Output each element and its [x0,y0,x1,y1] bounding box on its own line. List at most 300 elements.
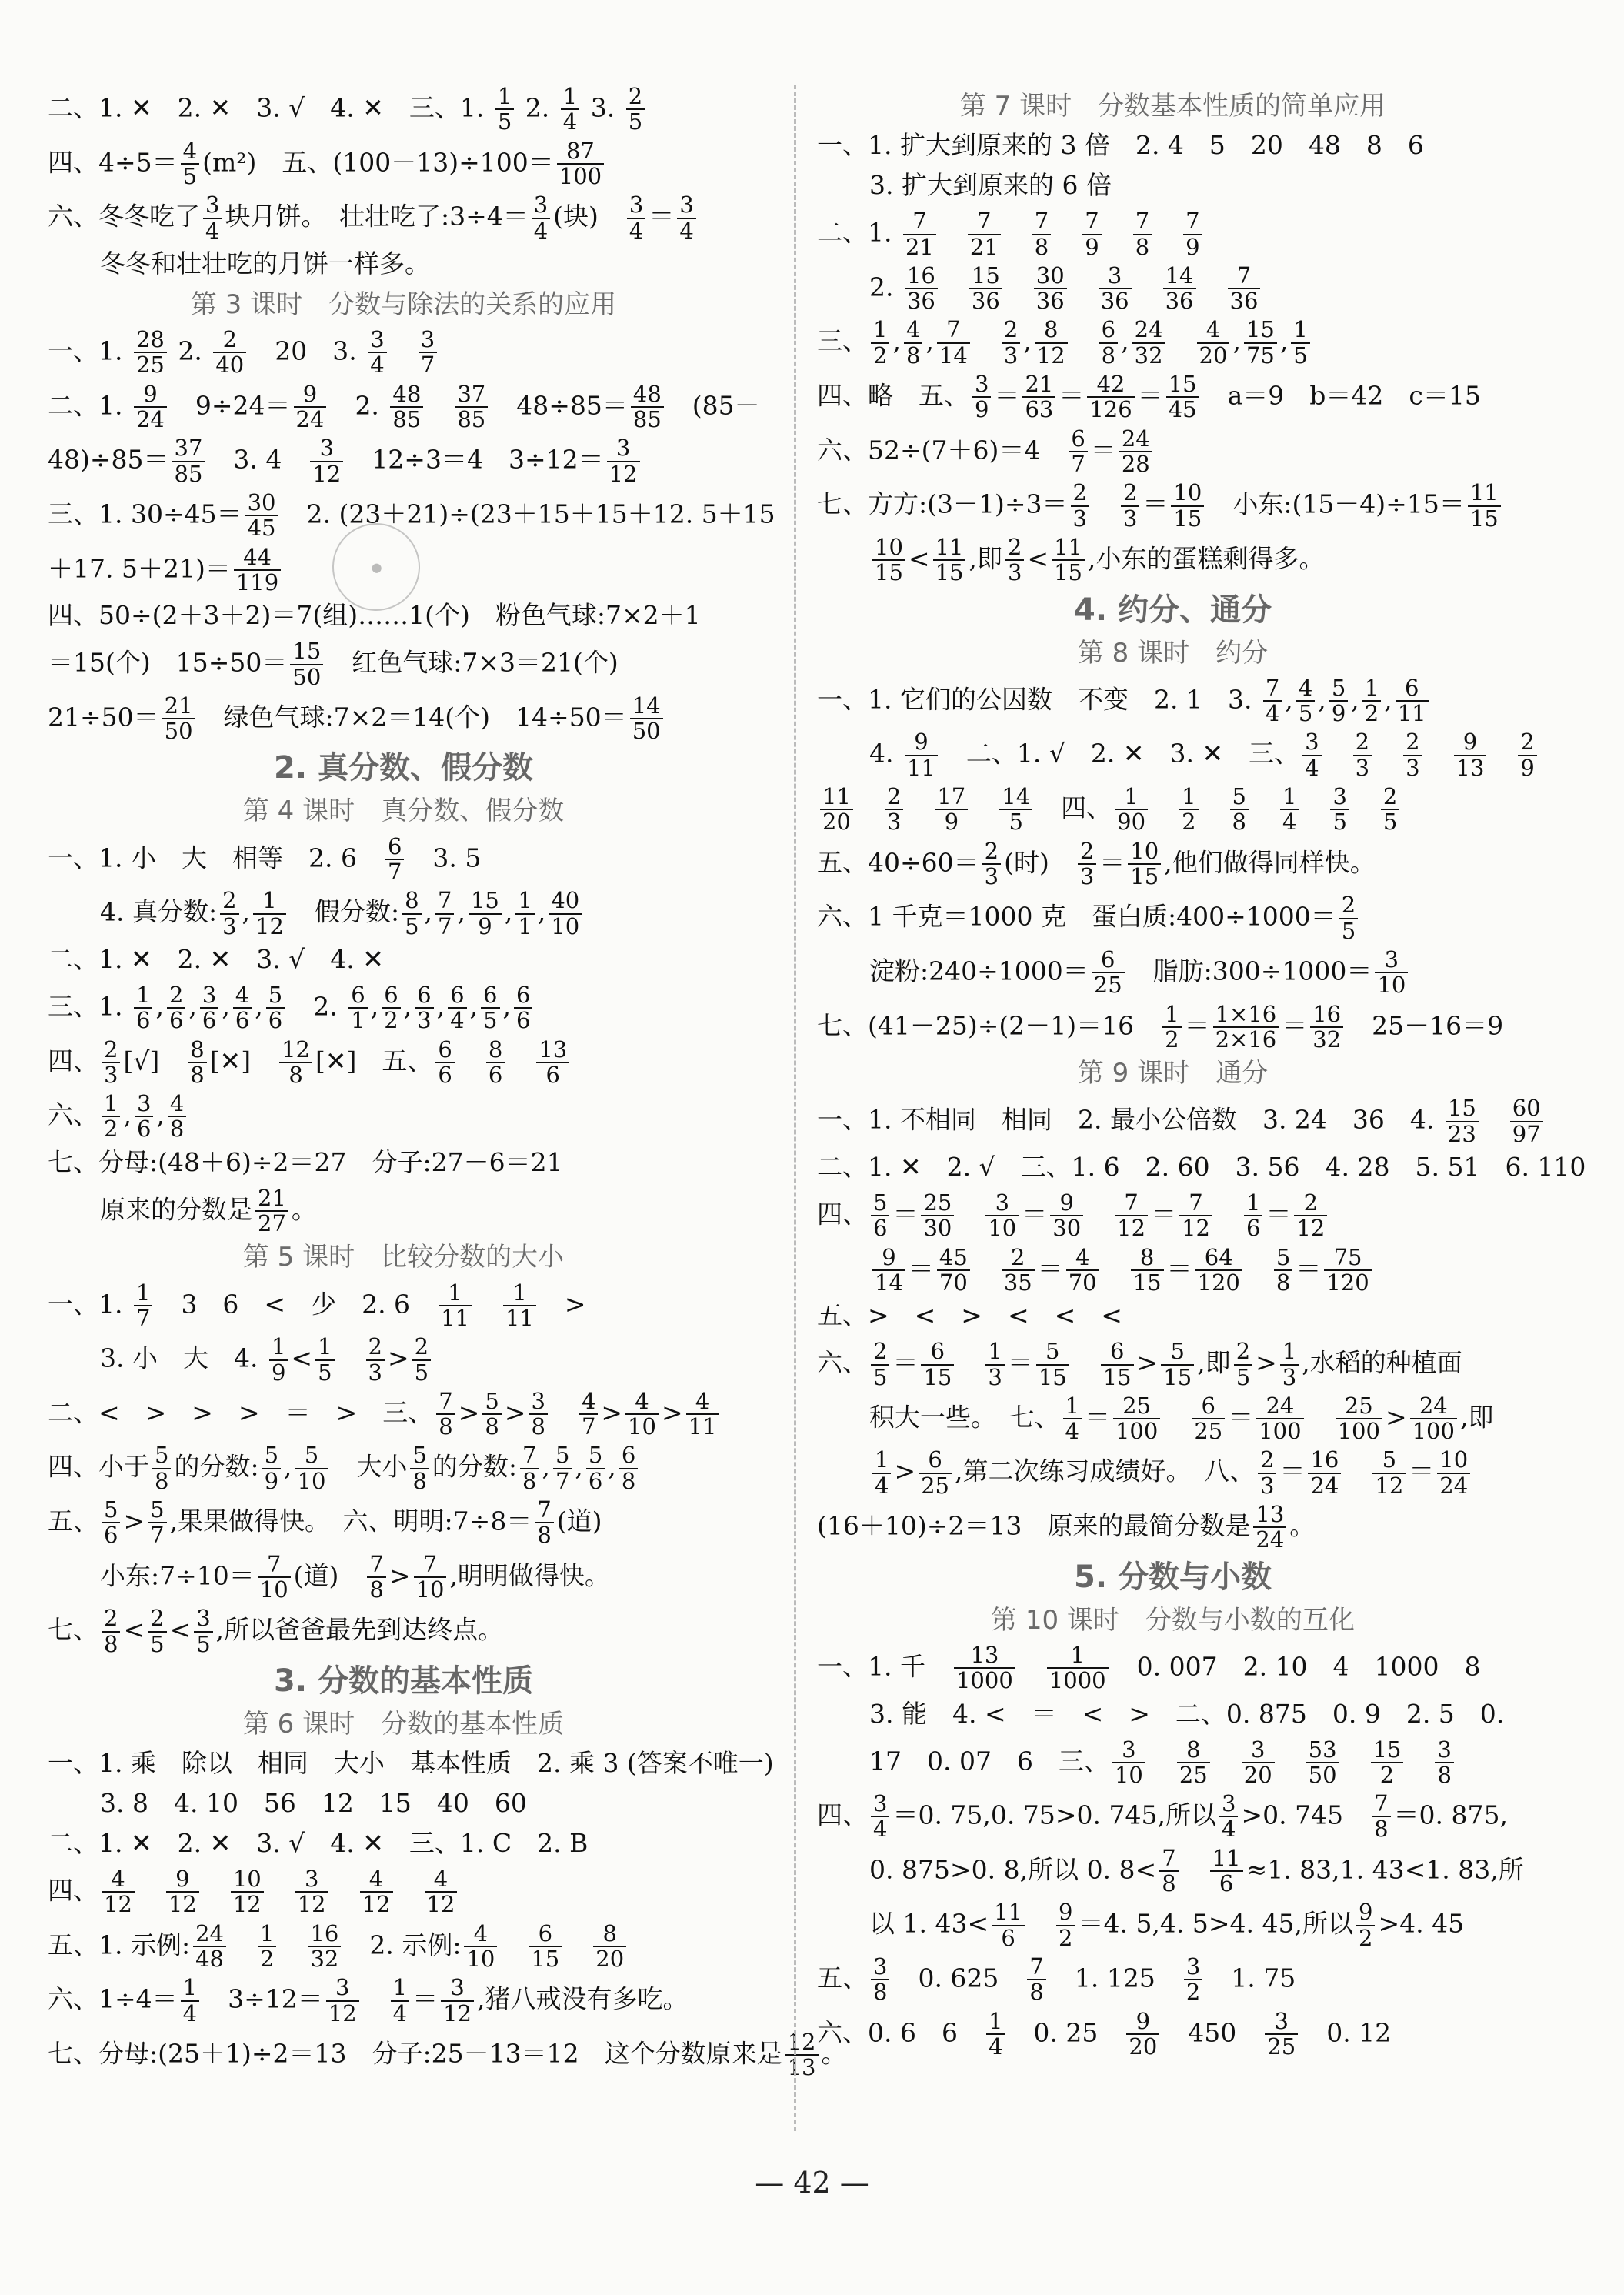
answer-text: 20 3. [249,335,365,366]
denominator: 6 [104,1522,118,1549]
denominator: 5 [1293,342,1308,369]
denominator: 36 [1035,288,1065,315]
numerator: 2 [1002,1246,1035,1271]
fraction [905,264,938,314]
answer-text: ＝ [1037,1253,1063,1283]
answer-text: 3. 小 大 4. [100,1343,266,1373]
fraction [1263,676,1282,726]
answer-text [1342,1746,1368,1776]
numerator: 7 [367,1553,385,1578]
answer-text: 48÷85＝ [491,390,628,420]
answer-text: 3÷12＝ [202,1983,323,2014]
answer-line [817,839,1529,889]
denominator: 75 [1246,342,1275,369]
denominator: 9 [1520,754,1535,781]
answer-text: , [155,991,164,1022]
fraction [1183,209,1202,259]
answer-text: 七、 [48,1614,98,1645]
fraction [1115,785,1148,835]
numerator: 7 [436,1389,455,1415]
denominator: 36 [1229,288,1259,315]
numerator: 1 [561,85,579,110]
unit-heading: 3. 分数的基本性质 [274,1663,533,1699]
answer-text: ＝ [1059,380,1085,411]
answer-text: 的分数: [432,1451,518,1482]
numerator: 10 [872,535,905,561]
answer-text: 的分数: [174,1451,259,1482]
column-divider [794,85,796,2131]
numerator: 4 [360,1867,393,1893]
answer-text: 3. 能 4. < ＝ < > 二、0. 875 0. 9 2. 5 0. [869,1698,1505,1729]
answer-text: (85－ [666,390,760,420]
fraction [391,1976,409,2026]
fraction [1396,676,1429,726]
answer-text: ,明明做得快。 [449,1560,610,1590]
answer-line [48,694,759,744]
numerator: 4 [1197,318,1230,343]
denominator: 12 [1375,1472,1404,1499]
numerator: 4 [904,318,922,343]
numerator: 7 [1183,209,1202,235]
answer-text: 4. [869,738,902,769]
fraction [619,1443,638,1493]
fraction [686,1389,719,1439]
answer-text: 。 [1289,1510,1316,1541]
denominator: 5 [497,108,512,135]
answer-text [1149,1746,1174,1776]
answer-text: 一、1. [48,335,131,366]
numerator: 3 [972,372,991,398]
numerator: 7 [414,1553,447,1578]
left-column [48,83,847,2085]
denominator: 10 [1114,1761,1143,1788]
answer-text: 四、略 五、 [817,380,969,411]
answer-text: 21÷50＝ [48,702,159,732]
denominator: 8 [439,1413,453,1440]
answer-line [817,1955,1529,2005]
numerator: 24 [1119,427,1152,452]
denominator: 15 [1469,505,1499,532]
numerator: 7 [1159,1846,1178,1872]
fraction [1372,1792,1390,1842]
denominator: 15 [1054,559,1082,586]
answer-text: 七、分母:(25＋1)÷2＝13 分子:25－13＝12 这个分数原来是 [48,2038,782,2069]
numerator: 6 [1396,676,1429,702]
answer-text: 四、 [817,1800,868,1830]
denominator: 2 [1379,1761,1395,1788]
unit-heading: 2. 真分数、假分数 [274,750,533,786]
answer-text: 六、 [48,1099,98,1130]
denominator: 4 [533,217,549,244]
fraction [1274,1243,1292,1296]
numerator: 6 [348,983,367,1009]
fraction [921,1191,954,1241]
numerator: 2 [1234,1339,1252,1365]
fraction [1133,209,1152,259]
answer-text: , [1232,325,1241,356]
answer-text: ＝ [412,1983,439,2014]
answer-text: 三、1. [48,991,131,1022]
numerator: 6 [435,1038,454,1063]
answer-text: ＝0. 875, [1393,1800,1508,1830]
answer-line [48,1550,759,1603]
denominator: 6 [873,1215,888,1242]
numerator: 15 [469,889,502,914]
numerator: 53 [1306,1738,1339,1763]
denominator: 6 [135,1007,151,1034]
denominator: 8 [621,1467,636,1494]
answer-text: ＋17. 5＋21)＝ [48,552,231,583]
denominator: 4 [873,1816,888,1843]
numerator: 9 [1454,730,1487,756]
denominator: 13 [787,2054,816,2081]
denominator: 6 [588,1467,603,1494]
denominator: 12 [362,1891,391,1918]
denominator: 3 [1122,505,1138,532]
answer-line [817,1448,1529,1498]
denominator: 20 [1129,2033,1158,2060]
answer-text [1102,1253,1128,1283]
lesson-heading: 第 7 课时 分数基本性质的简单应用 [959,91,1386,122]
unit-heading: 4. 约分、通分 [1074,592,1272,628]
answer-text: 六、1÷4＝ [48,1983,178,2014]
fraction [425,1867,458,1917]
answer-line [48,639,759,689]
denominator: 36 [971,288,1000,315]
numerator: 40 [549,889,582,914]
denominator: 8 [1034,233,1049,260]
denominator: 2 [1359,1924,1373,1951]
denominator: 8 [531,1413,545,1440]
numerator: 17 [935,785,968,810]
answer-text: 2. [288,991,346,1022]
numerator: 12 [785,2030,819,2056]
answer-text: (m²) 五、(100－13)÷100＝ [202,146,554,177]
numerator: 3 [200,983,218,1009]
lesson-heading: 第 10 课时 分数与小数的互化 [991,1604,1355,1636]
numerator: 7 [903,209,936,235]
answer-text: 脂肪:300÷1000＝ [1127,956,1372,986]
fraction [1131,1243,1164,1296]
denominator: 9 [1185,233,1200,260]
denominator: 4 [1282,809,1297,836]
answer-text: 0. 25 [1008,2016,1124,2047]
numerator: 60 [1510,1096,1543,1122]
denominator: 8 [190,1061,205,1088]
fraction [1381,785,1399,835]
answer-text: , [925,325,934,356]
denominator: 2 [1059,1924,1073,1951]
denominator: 11 [441,1304,469,1331]
answer-line [48,1443,759,1493]
answer-line [48,1498,759,1548]
denominator: 6 [545,1061,560,1088]
denominator: 2 [1185,1979,1201,2006]
answer-text [1005,272,1031,302]
answer-text: > [1256,1347,1277,1378]
fraction [435,889,454,939]
answer-text [906,792,932,822]
numerator: 24 [193,1922,226,1947]
numerator: 7 [937,318,970,343]
numerator: 9 [1126,2010,1159,2035]
denominator: 100 [1115,1418,1159,1445]
numerator: 1 [872,1448,891,1473]
denominator: 120 [1326,1269,1369,1296]
lesson-heading: 第 8 课时 约分 [1077,637,1269,669]
numerator: 2 [871,1339,889,1365]
answer-line [817,893,1529,943]
denominator: 9 [478,912,492,939]
answer-text: , [469,991,479,1022]
numerator: 6 [514,983,532,1009]
answer-line [817,2007,1529,2060]
denominator: 14 [939,342,968,369]
answer-text: < [291,1343,313,1373]
fraction [1356,1900,1375,1950]
numerator: 10 [1128,839,1161,865]
numerator: 7 [1027,1955,1045,1980]
numerator: 6 [1101,1339,1134,1365]
fraction [1362,676,1381,726]
denominator: 24 [1439,1472,1469,1499]
answer-text [500,1930,525,1960]
numerator: 2 [220,889,238,914]
answer-text: > [539,1288,586,1319]
fraction [515,889,534,939]
answer-text: ＝ [1084,1402,1110,1433]
denominator: 6 [438,1061,452,1088]
denominator: 5 [873,1363,888,1390]
denominator: 20 [595,1946,625,1973]
page-number: — 42 — [755,2166,869,2200]
denominator: 3 [222,912,237,939]
fraction [1177,1738,1210,1788]
numerator: 7 [535,1498,553,1523]
answer-text: 1. 75 [1205,1963,1296,1993]
answer-text: , [436,991,445,1022]
denominator: 6 [202,1007,217,1034]
answer-text [1202,792,1227,822]
answer-text: [✕] [209,1045,277,1076]
answer-text [1278,1746,1303,1776]
fraction [412,1335,431,1385]
denominator: 5 [1236,1363,1251,1390]
answer-text: ＝ [1409,1456,1435,1486]
fraction [1213,1002,1279,1052]
answer-line [817,1792,1529,1842]
denominator: 15 [923,1363,952,1390]
fraction [871,1191,889,1241]
denominator: 45 [1168,396,1197,423]
answer-text: ＝ [892,1347,919,1378]
answer-text: 一、1. 不相同 相同 2. 最小公倍数 3. 24 36 4. [817,1104,1442,1135]
numerator: 10 [1171,481,1204,506]
numerator: 3 [529,1389,547,1415]
answer-line [817,169,1529,205]
numerator: 11 [1210,1846,1243,1872]
numerator: 3 [1330,785,1349,810]
answer-text: 一、1. [48,1288,131,1319]
fraction [482,1389,501,1439]
fraction [999,785,1032,835]
denominator: 12 [328,2000,357,2026]
answer-line [48,1038,759,1088]
numerator: 13 [536,1038,569,1063]
fraction [969,264,1002,314]
answer-text [971,792,996,822]
answer-text: 2. (23＋21)÷(23＋15＋15＋12. 5＋15 [281,499,775,529]
fraction [258,1550,291,1603]
numerator: 3 [1435,1738,1453,1763]
answer-text: ＝ [1090,435,1116,465]
fraction [1082,209,1101,259]
numerator: 15 [290,639,323,665]
numerator: 3 [1302,730,1321,756]
answer-text: , [242,896,251,927]
denominator: 8 [485,1413,499,1440]
answer-text [1028,1909,1053,1939]
fraction [402,889,421,939]
fraction [166,1867,199,1917]
denominator: 2 [1364,700,1379,727]
answer-text: 绿色气球:7×2＝14(个) 14÷50＝ [198,702,627,732]
fraction [1437,1448,1470,1498]
answer-text [1426,739,1451,769]
fraction [441,1976,474,2026]
fraction [1171,481,1204,531]
answer-text [1155,218,1180,248]
watermark-stamp: ● [320,511,432,623]
answer-text: 冬冬和壮壮吃的月饼一样多。 [100,248,430,279]
denominator: 10 [297,1467,326,1494]
fraction [1179,785,1198,835]
numerator: 5 [1036,1339,1069,1365]
numerator: 6 [529,1922,562,1947]
fraction [627,193,645,243]
denominator: 9 [975,396,989,423]
answer-text: 四、 [817,1199,868,1229]
denominator: 4 [875,1472,889,1499]
numerator: 5 [102,1498,120,1523]
answer-text: < [908,543,930,574]
answer-text: 3. 8 4. 10 56 12 15 40 60 [100,1788,527,1819]
numerator: 2 [102,1606,120,1632]
numerator: 1 [1179,785,1198,810]
answer-text: 四、4÷5＝ [48,146,178,177]
answer-text: 五、1. 示例: [48,1930,191,1960]
answer-text [1135,272,1160,302]
denominator: 100 [559,162,602,189]
denominator: 12 [297,1891,326,1918]
numerator: 1 [134,1281,152,1306]
answer-line [817,1095,1541,1147]
denominator: 4 [1221,1816,1236,1843]
fraction [985,1191,1019,1241]
numerator: 2 [885,785,903,810]
fraction [677,193,695,243]
answer-text: ＝ [908,1253,934,1283]
numerator: 9 [134,382,167,408]
answer-text: 12÷3＝4 3÷12＝ [346,444,604,475]
fraction [448,983,466,1033]
denominator: 36 [1100,288,1129,315]
denominator: 97 [1512,1120,1541,1147]
fraction [326,1976,359,2026]
numerator: 25 [921,1191,954,1216]
answer-line [48,139,759,189]
answer-text [1182,1854,1207,1884]
numerator: 8 [1131,1246,1164,1271]
numerator: 4 [102,1867,135,1893]
denominator: 20 [1199,342,1228,369]
fraction [1056,1900,1075,1950]
denominator: 6 [235,1007,250,1034]
numerator: 2 [1071,481,1089,506]
answer-text: , [504,896,513,927]
numerator: 5 [1230,785,1249,810]
answer-text: < [123,1614,145,1645]
fraction [385,832,404,885]
answer-text: , [1121,325,1129,356]
numerator: 8 [1177,1738,1210,1763]
answer-text [267,1875,292,1905]
numerator: 1 [391,1976,409,2001]
denominator: 3 [1355,754,1370,781]
denominator: 8 [1374,1816,1389,1843]
answer-text: 。 [291,1194,317,1225]
numerator: 13 [1253,1503,1286,1528]
fraction [631,382,664,432]
fraction [872,1448,891,1498]
numerator: 2 [1005,535,1024,561]
answer-line [817,729,1535,781]
fraction [1027,1955,1045,2005]
denominator: 3 [1282,1363,1297,1390]
answer-text: 五、> < > < < < [817,1300,1122,1331]
denominator: 32 [310,1946,339,1973]
denominator: 8 [104,1630,118,1657]
numerator: 3 [677,193,695,218]
numerator: 3 [194,1606,212,1632]
fraction [181,1976,199,2026]
denominator: 4 [988,2033,1003,2060]
denominator: 24 [1256,1526,1285,1553]
numerator: 2 [366,1335,385,1360]
fraction [234,545,281,595]
denominator: 1000 [1049,1667,1106,1694]
answer-text: 二、1. ✕ 2. ✕ 3. √ 4. ✕ [48,943,384,974]
answer-line [48,436,759,486]
answer-text: 红色气球:7×3＝21(个) [326,647,619,678]
numerator: 6 [1092,948,1125,973]
denominator: 25 [1179,1761,1208,1788]
fraction [1159,1846,1178,1896]
fraction [1310,1002,1343,1052]
fraction [593,1922,626,1972]
denominator: 3 [1007,559,1022,586]
numerator: 37 [172,436,205,462]
fraction [579,1389,598,1439]
fraction [885,785,903,835]
fraction [872,1243,905,1296]
denominator: 8 [1135,233,1150,260]
numerator: 44 [234,545,281,571]
numerator: 2 [213,328,246,353]
answer-text [458,1046,483,1076]
answer-text: > [388,1560,411,1590]
answer-text [1163,1402,1189,1432]
